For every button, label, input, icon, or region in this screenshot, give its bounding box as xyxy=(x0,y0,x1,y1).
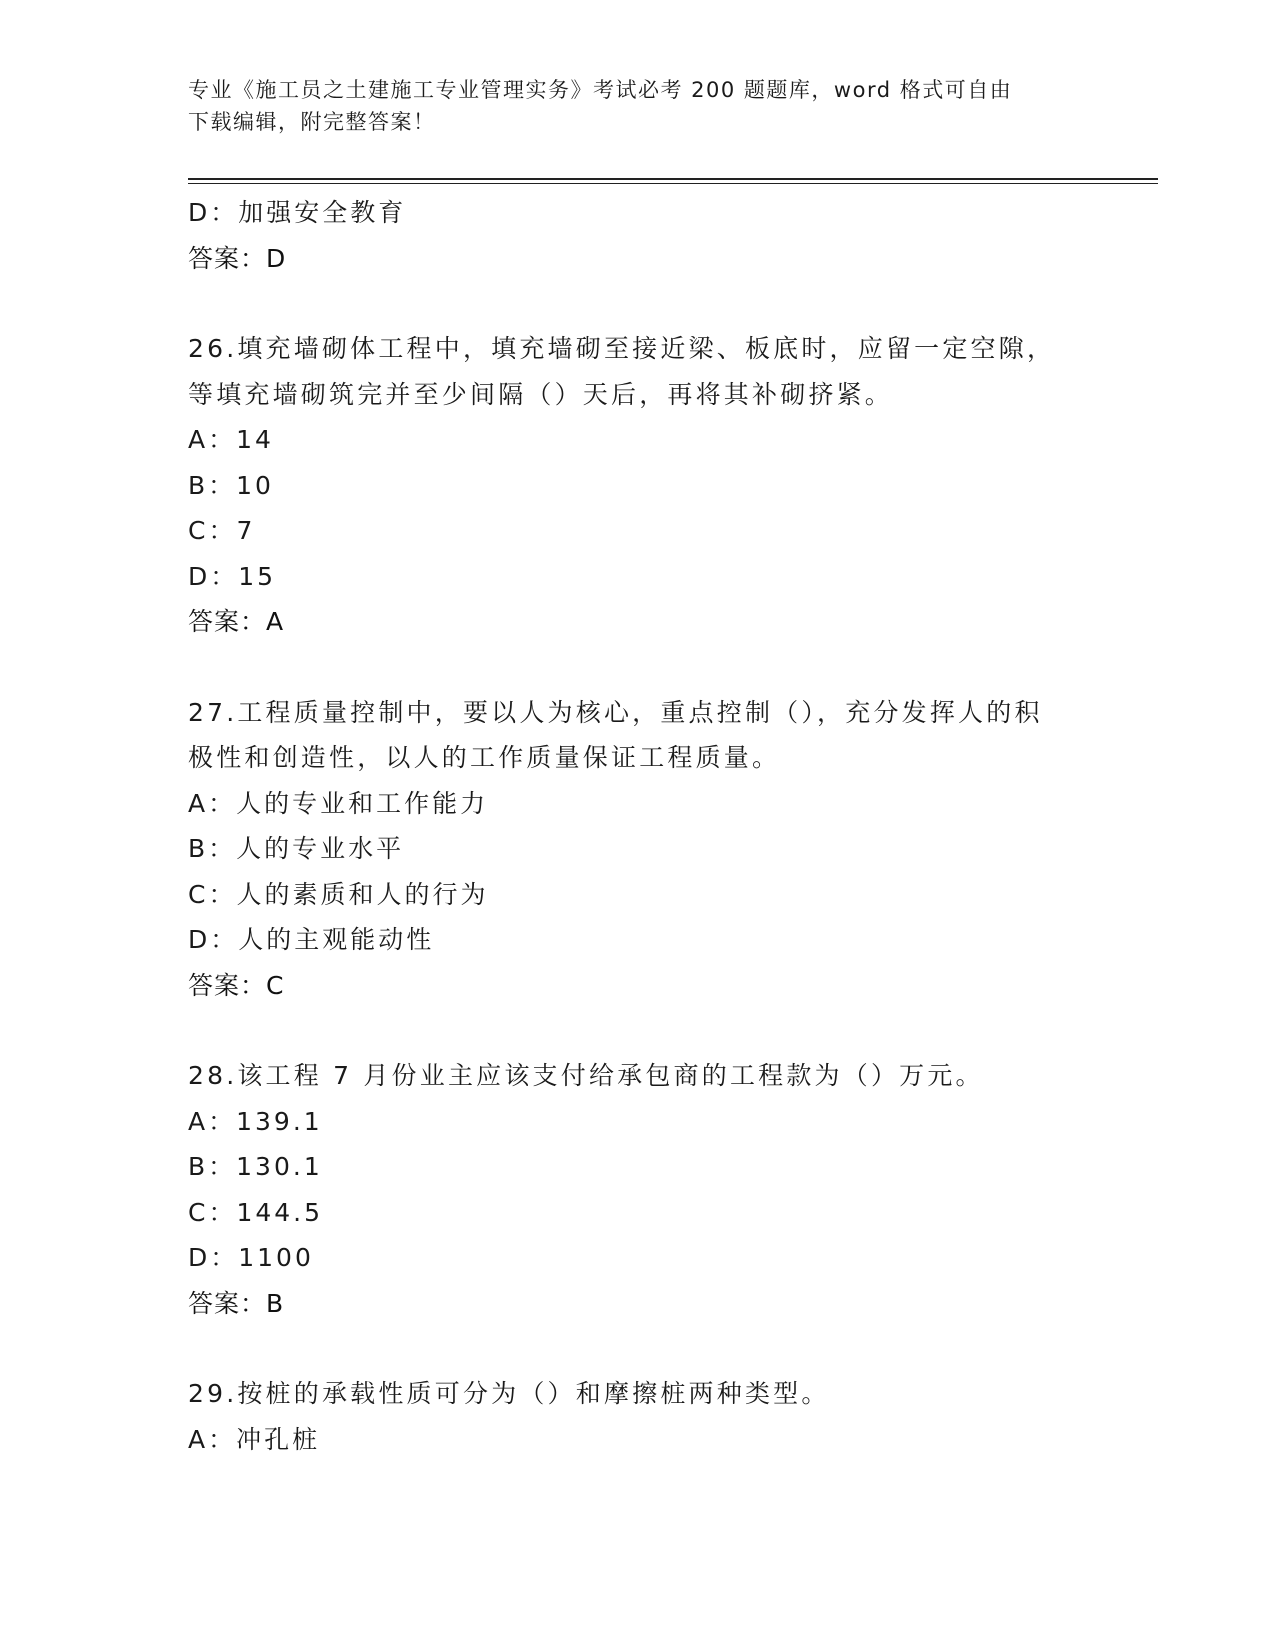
q26-option-c: C：7 xyxy=(188,516,256,545)
q26-stem-line-2: 等填充墙砌筑完并至少间隔（）天后，再将其补砌挤紧。 xyxy=(188,379,894,409)
q26-stem-line-1: 26.填充墙砌体工程中，填充墙砌至接近梁、板底时，应留一定空隙， xyxy=(188,334,1056,363)
document-header xyxy=(188,74,1088,138)
question-26 xyxy=(188,326,1128,645)
q27-answer: 答案：C xyxy=(188,970,285,1000)
q27-option-b: B：人的专业水平 xyxy=(188,834,405,863)
q27-stem-line-2: 极性和创造性，以人的工作质量保证工程质量。 xyxy=(188,743,781,772)
header-divider-thick xyxy=(188,178,1158,180)
question-29 xyxy=(188,1371,1128,1462)
q25-option-d: D：加强安全教育 xyxy=(188,198,407,227)
q28-option-a: A：139.1 xyxy=(188,1106,323,1136)
header-divider-thin xyxy=(188,183,1158,184)
q27-option-d: D：人的主观能动性 xyxy=(188,925,435,954)
question-28 xyxy=(188,1053,1128,1326)
header-title-line-1: 专业《施工员之土建施工专业管理实务》考试必考 200 题题库，word 格式可自由 xyxy=(188,78,1013,102)
q26-option-d: D：15 xyxy=(188,561,277,591)
q29-option-a: A：冲孔桩 xyxy=(188,1424,321,1454)
q28-option-d: D：1100 xyxy=(188,1243,314,1272)
q25-answer: 答案：D xyxy=(188,243,287,273)
q27-option-c: C：人的素质和人的行为 xyxy=(188,879,489,909)
q28-option-c: C：144.5 xyxy=(188,1197,324,1227)
header-title-line-2: 下载编辑，附完整答案！ xyxy=(188,110,436,134)
q26-answer: 答案：A xyxy=(188,607,285,636)
q26-option-a: A：14 xyxy=(188,425,274,454)
question-list xyxy=(188,190,1128,1462)
q29-stem-line-1: 29.按桩的承载性质可分为（）和摩擦桩两种类型。 xyxy=(188,1379,830,1408)
q26-option-b: B：10 xyxy=(188,470,274,500)
spacer xyxy=(188,645,1128,690)
spacer xyxy=(188,281,1128,326)
q27-stem-line-1: 27.工程质量控制中，要以人为核心，重点控制（），充分发挥人的积 xyxy=(188,697,1043,727)
question-27 xyxy=(188,690,1128,1009)
spacer xyxy=(188,1008,1128,1053)
q28-stem-line-1: 28.该工程 7 月份业主应该支付给承包商的工程款为（）万元。 xyxy=(188,1061,984,1090)
q28-option-b: B：130.1 xyxy=(188,1152,323,1181)
spacer xyxy=(188,1326,1128,1371)
q27-option-a: A：人的专业和工作能力 xyxy=(188,788,489,818)
q28-answer: 答案：B xyxy=(188,1288,285,1318)
